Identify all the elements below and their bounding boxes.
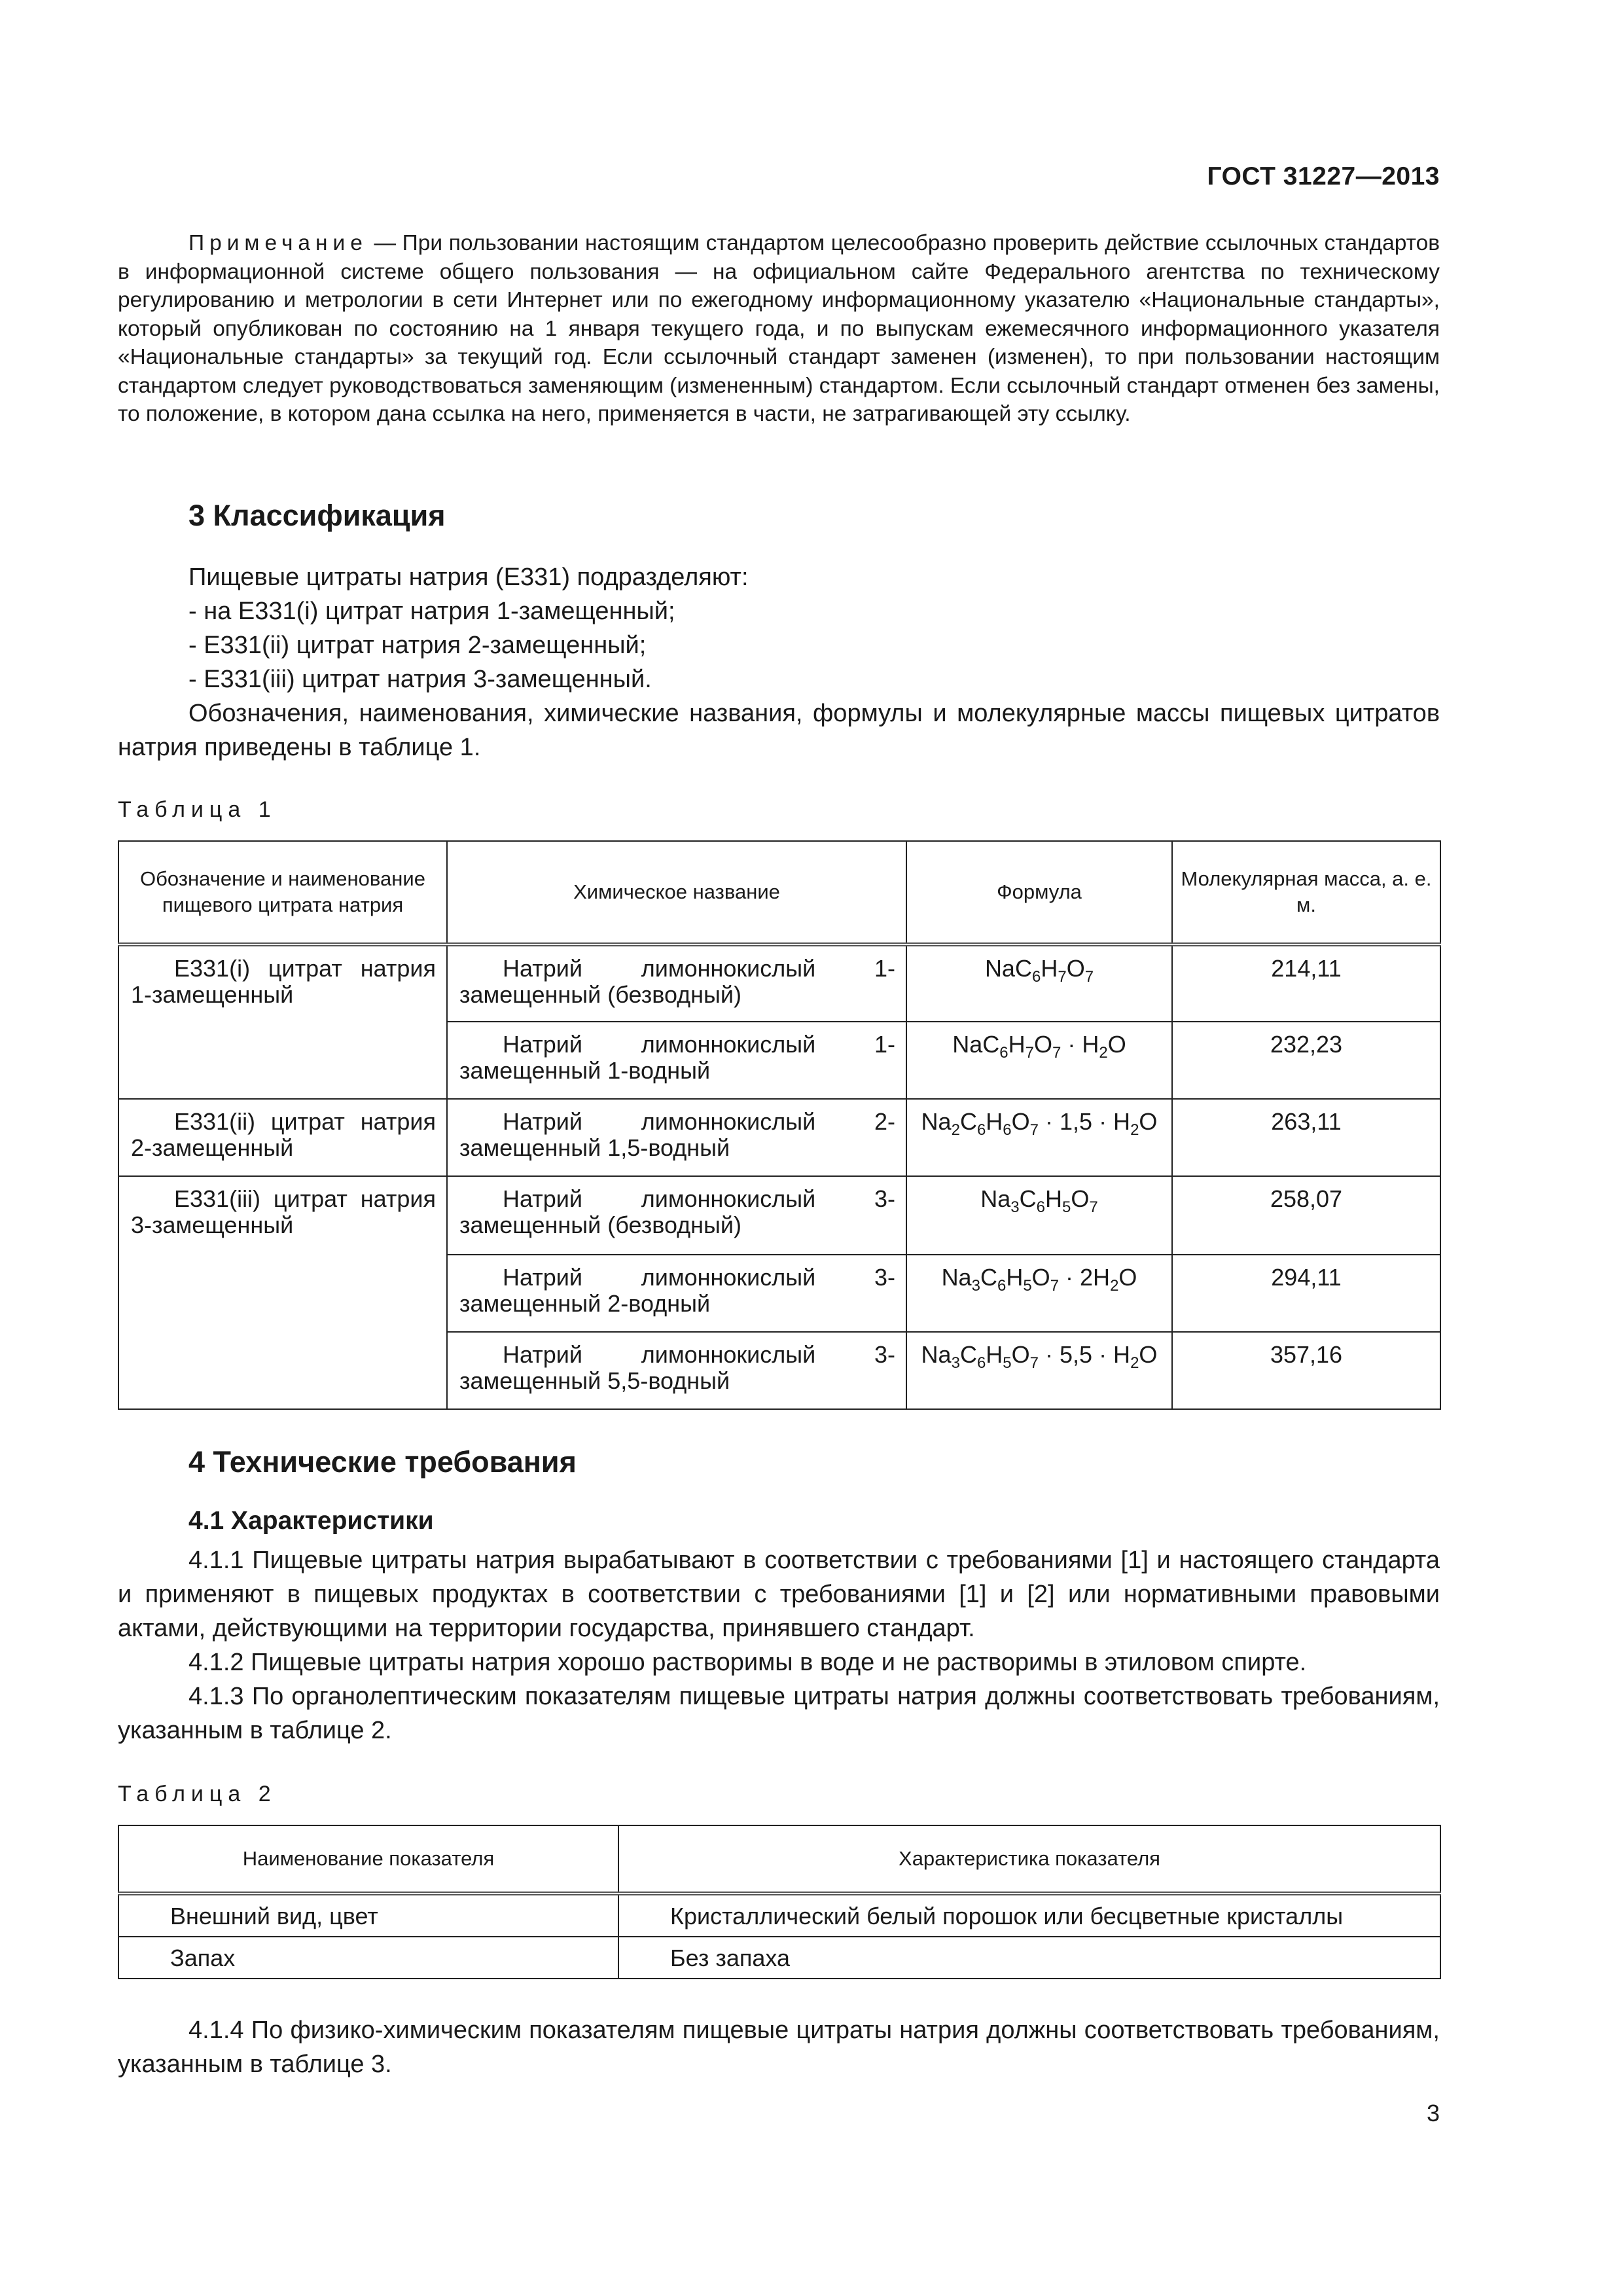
formula-subscript: 5 [1003,1354,1012,1372]
molecular-mass: 232,23 [1172,1022,1440,1099]
table-2-header: Характеристика показателя [618,1825,1440,1893]
table-2 [118,1825,1441,1979]
formula-subscript: 2 [951,1121,960,1139]
formula-subscript: 3 [971,1277,980,1295]
formula-subscript: 2 [1099,1044,1108,1062]
formula-subscript: 6 [1031,968,1041,986]
formula-subscript: 5 [1062,1198,1071,1216]
table-row [118,1099,1440,1176]
classification-item: - Е331(ii) цитрат натрия 2-замещенный; [188,632,647,659]
table-1 [118,840,1441,1410]
reference-note [118,229,1440,429]
formula-subscript: 6 [976,1121,986,1139]
formula-subscript: 7 [1029,1354,1039,1372]
molecular-mass: 214,11 [1172,944,1440,1022]
formula-subscript: 6 [1003,1121,1012,1139]
table-2-header: Наименование показателя [118,1825,618,1893]
molecular-mass: 258,07 [1172,1176,1440,1255]
formula-subscript: 7 [1084,968,1094,986]
formula: $NaC_6H_7O_7 \cdot H_2O$ [906,1022,1172,1099]
formula-subscript: 7 [1089,1198,1098,1216]
classification-item: - Е331(iii) цитрат натрия 3-замещенный. [188,666,652,693]
formula-subscript: 7 [1029,1121,1039,1139]
formula-subscript: 2 [1110,1277,1119,1295]
table-1-header: Молекулярная масса, а. е. м. [1172,841,1440,944]
molecular-mass: 263,11 [1172,1099,1440,1176]
requirement-para: 4.1.4 По физико-химическим показателям пищевые цитраты натрия должны соответствовать требованиям, указанным в таблице 3. [118,2017,1440,2078]
additive-name: Е331(ii) цитрат натрия 2-замещенный [118,1099,447,1176]
indicator-name: Внешний вид, цвет [118,1893,618,1937]
formula-subscript: 7 [1050,1277,1060,1295]
formula-subscript: 6 [976,1354,986,1372]
formula: $Na_3C_6H_5O_7$ [906,1176,1172,1255]
chemical-name: Натрий лимоннокислый 3-замещенный 2-водный [447,1255,906,1332]
table-1-header: Химическое название [447,841,906,944]
additive-name: Е331(i) цитрат натрия 1-замещенный [118,944,447,1099]
table-2-caption: Таблица 2 [118,1782,277,1806]
table-1-header: Формула [906,841,1172,944]
section-3-body [118,560,1440,764]
table-row [118,944,1440,1022]
formula: $Na_3C_6H_5O_7 \cdot 2H_2O$ [906,1255,1172,1332]
formula-subscript: 6 [997,1277,1007,1295]
formula-subscript: 6 [1036,1198,1045,1216]
additive-name: Е331(iii) цитрат натрия 3-замещенный [118,1176,447,1409]
chemical-name: Натрий лимоннокислый 2-замещенный 1,5-водный [447,1099,906,1176]
indicator-value: Кристаллический белый порошок или бесцветные кристаллы [618,1893,1440,1937]
molecular-mass: 294,11 [1172,1255,1440,1332]
chemical-name: Натрий лимоннокислый 1-замещенный 1-водный [447,1022,906,1099]
note-text: — При пользовании настоящим стандартом целесообразно проверить действие ссылочных стандартов в информационной системе общего пользования — на официальном сайте Федерального агентства по техническому регулированию и метрологии в сети Интернет или по ежегодному информационному указателю «Национальные стандарты», который опубликован по состоянию на 1 января текущего года, и по выпускам ежемесячного информационного указателя «Национальные стандарты» за текущий год. Если ссылочный стандарт заменен (изменен), то при пользовании настоящим стандартом следует руководствоваться заменяющим (измененным) стандартом. Если ссылочный стандарт отменен без замены, то положение, в котором дана ссылка на него, применяется в части, не затрагивающей эту ссылку. [118,231,1440,426]
table-row [118,1937,1440,1979]
subsection-4-1-title: 4.1 Характеристики [188,1507,434,1535]
table-row [118,1176,1440,1255]
section-3-title: 3 Классификация [188,499,446,532]
note-label: Примечание [188,231,368,255]
document-code: ГОСТ 31227—2013 [1207,162,1440,190]
formula: $NaC_6H_7O_7$ [906,944,1172,1022]
classification-item: - на Е331(i) цитрат натрия 1-замещенный; [188,598,675,625]
formula-subscript: 7 [1058,968,1067,986]
formula-subscript: 2 [1130,1121,1139,1139]
formula-subscript: 7 [1025,1044,1034,1062]
table-row [118,1893,1440,1937]
requirement-para: 4.1.1 Пищевые цитраты натрия вырабатывают в соответствии с требованиями [1] и настоящего стандарта и применяют в пищевых продуктах в соответствии с требованиями [1] и [2] или нормативными правовыми актами, действующими на территории государства, принявшего стандарт. [118,1547,1440,1642]
section-4-continued [118,2013,1440,2081]
table-1-header: Обозначение и наименование пищевого цитрата натрия [118,841,447,944]
requirement-para: 4.1.2 Пищевые цитраты натрия хорошо растворимы в воде и не растворимы в этиловом спирте. [188,1649,1307,1676]
formula-subscript: 7 [1052,1044,1061,1062]
table-1-caption: Таблица 1 [118,797,277,822]
section-4-body [118,1543,1440,1748]
requirement-para: 4.1.3 По органолептическим показателям пищевые цитраты натрия должны соответствовать требованиям, указанным в таблице 2. [118,1683,1440,1744]
chemical-name: Натрий лимоннокислый 3-замещенный (безводный) [447,1176,906,1255]
formula-subscript: 3 [1010,1198,1020,1216]
formula-subscript: 3 [951,1354,960,1372]
section-4-title: 4 Технические требования [188,1445,577,1479]
classification-intro: Пищевые цитраты натрия (Е331) подразделяют: [188,564,749,591]
formula: $Na_3C_6H_5O_7 \cdot 5,5 \cdot H_2O$ [906,1332,1172,1409]
classification-para: Обозначения, наименования, химические названия, формулы и молекулярные массы пищевых цитратов натрия приведены в таблице 1. [118,700,1440,761]
formula-subscript: 2 [1130,1354,1139,1372]
indicator-value: Без запаха [618,1937,1440,1979]
formula-subscript: 6 [999,1044,1008,1062]
formula: $Na_2C_6H_6O_7 \cdot 1,5 \cdot H_2O$ [906,1099,1172,1176]
page-number: 3 [1426,2100,1440,2126]
chemical-name: Натрий лимоннокислый 3-замещенный 5,5-водный [447,1332,906,1409]
molecular-mass: 357,16 [1172,1332,1440,1409]
indicator-name: Запах [118,1937,618,1979]
formula-subscript: 5 [1023,1277,1032,1295]
chemical-name: Натрий лимоннокислый 1-замещенный (безводный) [447,944,906,1022]
